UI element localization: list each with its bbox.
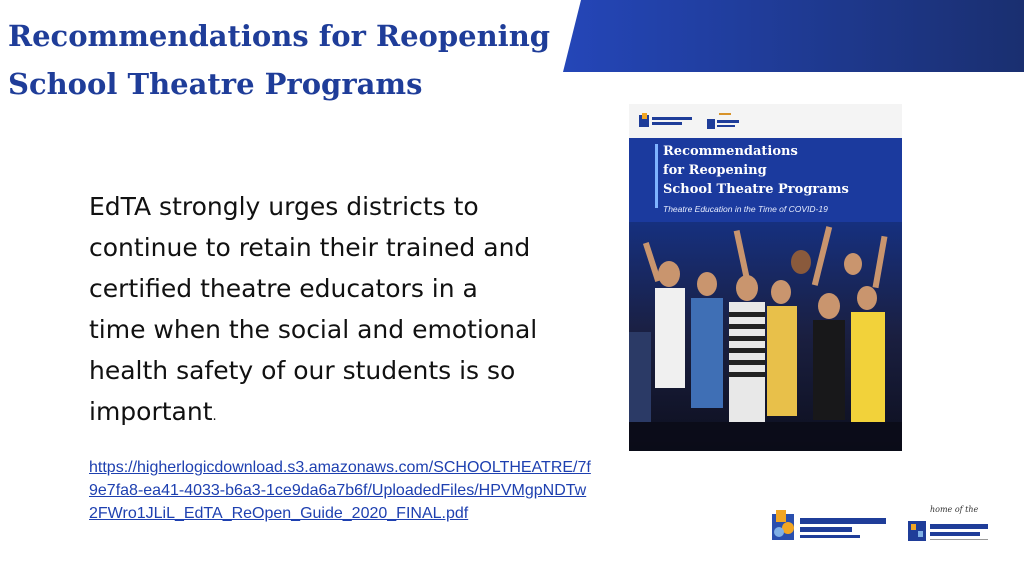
slide-title (8, 12, 550, 108)
performers-photo (629, 222, 902, 451)
title-line-1: Recommendations for Reopening (8, 19, 551, 53)
home-of-the-label: home of the (930, 505, 979, 514)
edta-mini-logo-icon (639, 113, 695, 129)
international-thespian-society-logo-icon (908, 519, 990, 543)
its-logo-block (908, 505, 990, 545)
body-period: . (212, 409, 217, 424)
guide-pdf-link[interactable]: https://higherlogicdownload.s3.amazonaws.com/SCHOOLTHEATRE/7f9e7fa8-ea41-4033-b6a3-1ce9da6a7b6f/UploadedFiles/HPVMgpNDTw2FWro1JLiL_EdTA_ReOpen_Guide_2020_FINAL.pdf (89, 459, 591, 522)
cover-title-line-1: Recommendations (663, 144, 798, 159)
its-mini-logo-icon (707, 111, 741, 131)
cover-accent-bar (655, 144, 658, 208)
guide-cover-image (629, 104, 902, 451)
cover-title-line-3: School Theatre Programs (663, 182, 849, 197)
edta-logo-icon (770, 508, 890, 544)
title-line-2: School Theatre Programs (8, 67, 423, 101)
body-paragraph (89, 186, 539, 437)
cover-subtitle: Theatre Education in the Time of COVID-19 (663, 204, 828, 214)
body-text: EdTA strongly urges districts to continue to retain their trained and certified theatre educators in a time when the social and emotional health safety of our students is so important (89, 192, 538, 426)
header-banner (563, 0, 1024, 72)
cover-logo-strip (629, 104, 902, 138)
cover-title-line-2: for Reopening (663, 163, 767, 178)
cover-title (663, 142, 849, 199)
